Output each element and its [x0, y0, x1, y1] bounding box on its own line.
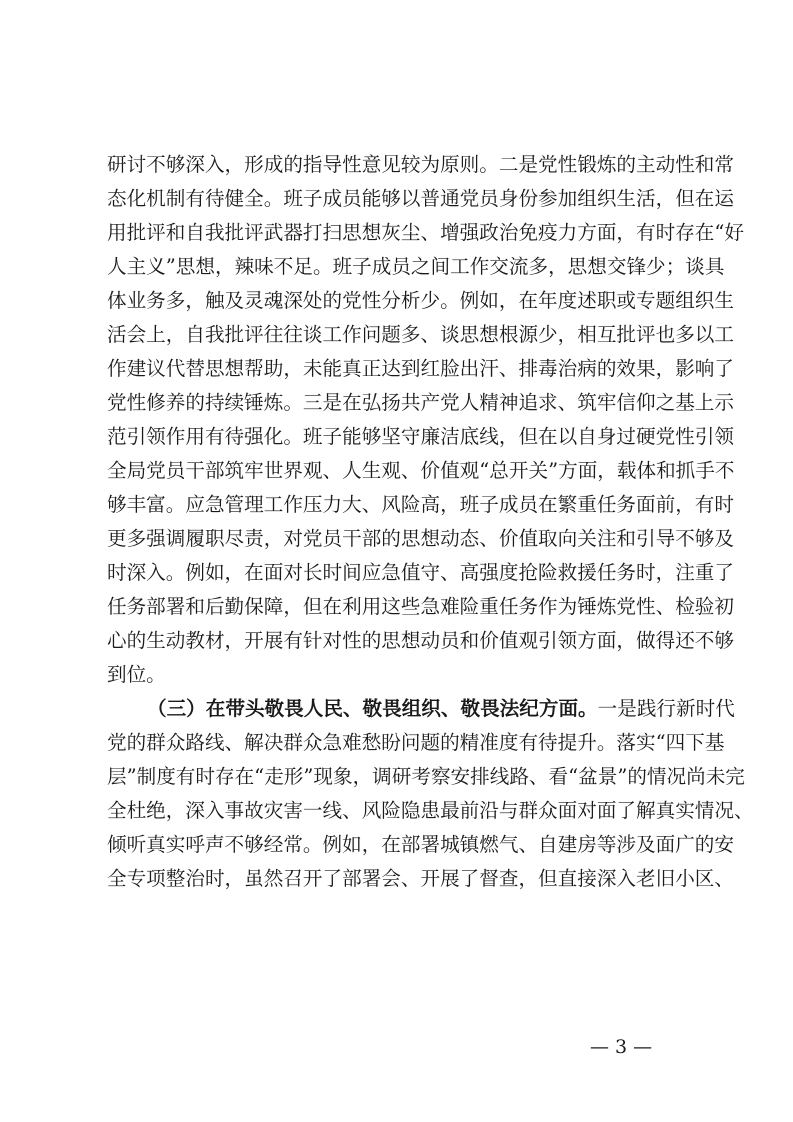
text-line: 任务部署和后勤保障，但在利用这些急难险重任务作为锤炼党性、检验初: [107, 595, 734, 618]
text-line: 时深入。例如，在面对长时间应急值守、高强度抢险救援任务时，注重了: [107, 561, 734, 584]
text-line: 体业务多，触及灵魂深处的党性分析少。例如，在年度述职或专题组织生: [107, 289, 734, 312]
section-heading: （三）在带头敬畏人民、敬畏组织、敬畏法纪方面。: [147, 697, 598, 720]
text-line: 态化机制有待健全。班子成员能够以普通党员身份参加组织生活，但在运: [107, 187, 734, 210]
text-line: 作建议代替思想帮助，未能真正达到红脸出汗、排毒治病的效果，影响了: [107, 357, 734, 380]
body-text: [107, 148, 754, 896]
text-line: 党的群众路线、解决群众急难愁盼问题的精准度有待提升。落实“四下基: [107, 731, 725, 754]
text-line: 够丰富。应急管理工作压力大、风险高，班子成员在繁重任务面前，有时: [107, 493, 734, 516]
text-line: 活会上，自我批评往往谈工作问题多、谈思想根源少，相互批评也多以工: [107, 323, 734, 346]
text-line: 全杜绝，深入事故灾害一线、风险隐患最前沿与群众面对面了解真实情况、: [107, 799, 754, 822]
section-first-line: [107, 692, 735, 726]
text-line: 人主义”思想，辣味不足。班子成员之间工作交流多，思想交锋少；谈具: [107, 255, 725, 278]
text-line: 全专项整治时，虽然召开了部署会、开展了督查，但直接深入老旧小区、: [107, 867, 734, 890]
text-line: 党性修养的持续锤炼。三是在弘扬共产党人精神追求、筑牢信仰之基上示: [107, 391, 734, 414]
text-line: 全局党员干部筑牢世界观、人生观、价值观“总开关”方面，载体和抓手不: [107, 459, 735, 482]
text-line: 范引领作用有待强化。班子能够坚守廉洁底线，但在以自身过硬党性引领: [107, 425, 734, 448]
section-first-line-rest: 一是践行新时代: [597, 697, 735, 720]
text-line: 到位。: [107, 663, 166, 686]
text-line: 心的生动教材，开展有针对性的思想动员和价值观引领方面，做得还不够: [107, 629, 734, 652]
text-line: 更多强调履职尽责，对党员干部的思想动态、价值取向关注和引导不够及: [107, 527, 734, 550]
text-line: 用批评和自我批评武器打扫思想灰尘、增强政治免疫力方面，有时存在“好: [107, 221, 745, 244]
text-line: 层”制度有时存在“走形”现象，调研考察安排线路、看“盆景”的情况尚未完: [107, 765, 745, 788]
text-line: 倾听真实呼声不够经常。例如，在部署城镇燃气、自建房等涉及面广的安: [107, 833, 734, 856]
page-number: — 3 —: [590, 1036, 653, 1058]
text-line: 研讨不够深入，形成的指导性意见较为原则。二是党性锻炼的主动性和常: [107, 153, 734, 176]
